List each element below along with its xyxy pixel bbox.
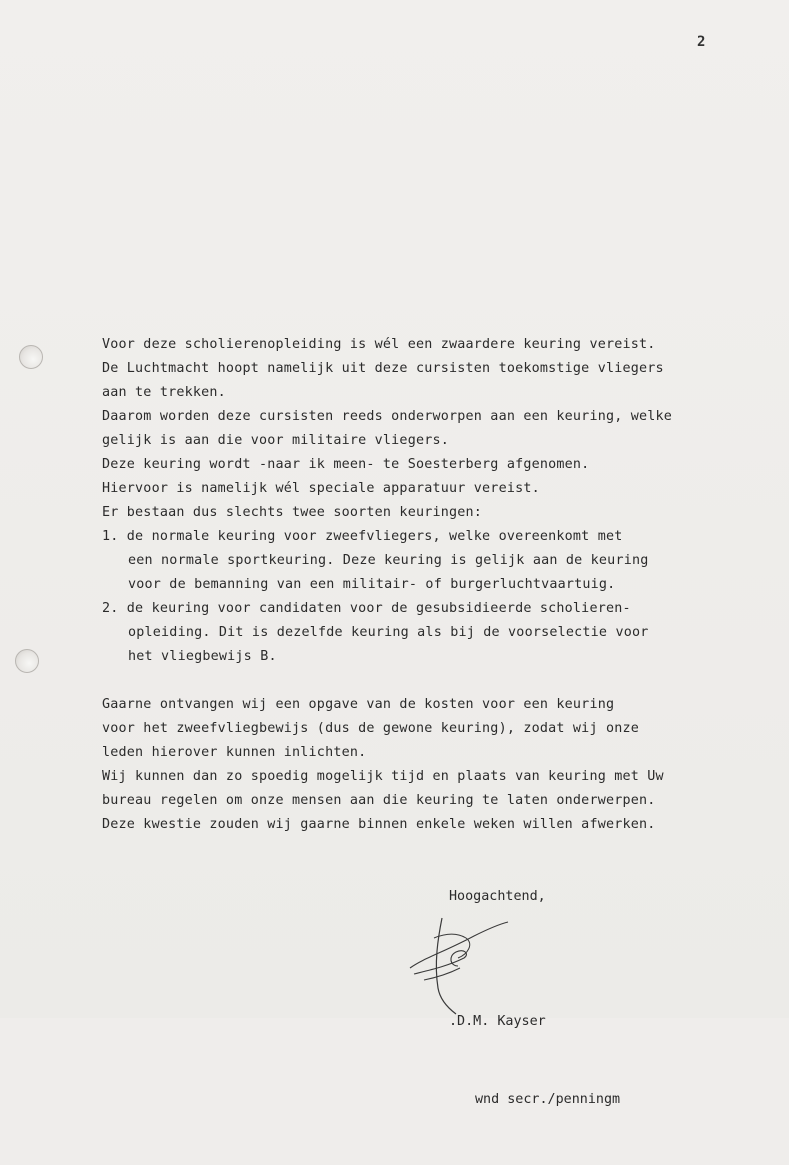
letter-body xyxy=(102,333,742,837)
letter-line: leden hierover kunnen inlichten. xyxy=(102,745,367,760)
punch-hole-top xyxy=(19,345,43,369)
letter-line: voor het zweefvliegbewijs (dus de gewone keuring), zodat wij onze xyxy=(102,721,640,736)
letter-line: aan te trekken. xyxy=(102,385,226,400)
letter-line: Voor deze scholierenopleiding is wél een zwaardere keuring vereist. xyxy=(102,337,656,352)
letter-line: een normale sportkeuring. Deze keuring is gelijk aan de keuring xyxy=(128,553,649,568)
paragraph-gap xyxy=(102,669,742,693)
letter-line: opleiding. Dit is dezelfde keuring als bij de voorselectie voor xyxy=(128,625,649,640)
closing-salutation: Hoogachtend, xyxy=(449,889,546,904)
letter-line: Deze kwestie zouden wij gaarne binnen enkele weken willen afwerken. xyxy=(102,817,656,832)
letter-line: Hiervoor is namelijk wél speciale apparatuur vereist. xyxy=(102,481,540,496)
letter-line: De Luchtmacht hoopt namelijk uit deze cursisten toekomstige vliegers xyxy=(102,361,664,376)
letter-line: 1. de normale keuring voor zweefvliegers, welke overeenkomt met xyxy=(102,529,623,544)
letter-line: Deze keuring wordt -naar ik meen- te Soesterberg afgenomen. xyxy=(102,457,590,472)
letter-line: 2. de keuring voor candidaten voor de gesubsidieerde scholieren- xyxy=(102,601,631,616)
signatory-title: wnd secr./penningm xyxy=(475,1092,621,1107)
signature-block xyxy=(449,957,620,1165)
letter-line: bureau regelen om onze mensen aan die keuring te laten onderwerpen. xyxy=(102,793,656,808)
letter-line: Er bestaan dus slechts twee soorten keuringen: xyxy=(102,505,483,520)
letter-line: Gaarne ontvangen wij een opgave van de kosten voor een keuring xyxy=(102,697,615,712)
letter-line: gelijk is aan die voor militaire vliegers. xyxy=(102,433,449,448)
letter-line: Daarom worden deze cursisten reeds onderworpen aan een keuring, welke xyxy=(102,409,673,424)
punch-hole-bottom xyxy=(15,649,39,673)
letter-line: Wij kunnen dan zo spoedig mogelijk tijd en plaats van keuring met Uw xyxy=(102,769,664,784)
page-number: 2 xyxy=(697,34,706,50)
signatory-name: .D.M. Kayser xyxy=(449,1014,546,1029)
letter-line: het vliegbewijs B. xyxy=(128,649,277,664)
letter-line: voor de bemanning van een militair- of burgerluchtvaartuig. xyxy=(128,577,616,592)
